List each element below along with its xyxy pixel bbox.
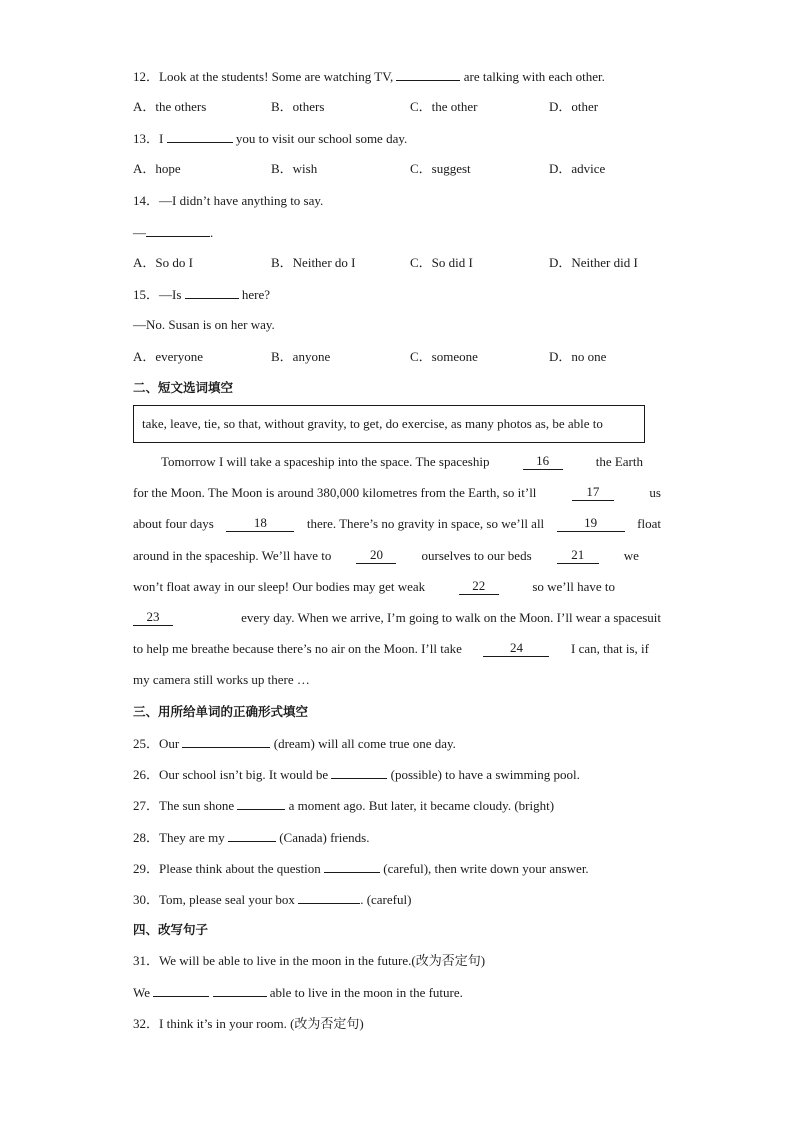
question-text: —I didn’t have anything to say. xyxy=(159,193,324,208)
answer-blank[interactable] xyxy=(185,286,239,299)
word-bank-box xyxy=(133,405,645,443)
answer-blank[interactable] xyxy=(213,984,267,997)
option-c[interactable]: C．the other xyxy=(410,99,478,114)
answer-blank[interactable] xyxy=(331,766,387,779)
option-d[interactable]: D．Neither did I xyxy=(549,255,638,270)
section-heading: 三、用所给单词的正确形式填空 xyxy=(133,704,309,719)
option-d[interactable]: D．other xyxy=(549,99,599,114)
passage-line: to help me breathe because there’s no air on the Moon. I’ll take 24 I can, that is, if xyxy=(133,640,649,656)
answer-blank[interactable] xyxy=(228,829,276,842)
question-25: 25．Our (dream) will all come true one day. xyxy=(133,736,456,751)
answer-blank-20[interactable]: 20 xyxy=(356,548,396,564)
option-a[interactable]: A．everyone xyxy=(133,349,204,364)
passage-line: Tomorrow I will take a spaceship into the space. The spaceship 16 the Earth xyxy=(161,453,643,469)
passage-line: my camera still works up there … xyxy=(133,672,310,687)
question-26: 26．Our school isn’t big. It would be (possible) to have a swimming pool. xyxy=(133,767,580,782)
option-b[interactable]: B．others xyxy=(271,99,325,114)
question-text: Look at the students! Some are watching TV, xyxy=(159,69,394,84)
option-a[interactable]: A．So do I xyxy=(133,255,193,270)
question-28: 28．They are my (Canada) friends. xyxy=(133,830,370,845)
question-text: —Is xyxy=(159,287,182,302)
option-b[interactable]: B．anyone xyxy=(271,349,331,364)
option-c[interactable]: C．suggest xyxy=(410,161,471,176)
passage-line: won’t float away in our sleep! Our bodies may get weak 22 so we’ll have to xyxy=(133,578,615,594)
answer-blank-22[interactable]: 22 xyxy=(459,579,499,595)
option-c[interactable]: C．someone xyxy=(410,349,478,364)
question-text: are talking with each other. xyxy=(463,69,605,84)
question-number: 14． xyxy=(133,193,160,208)
passage-line: around in the spaceship. We’ll have to 20 ourselves to our beds 21 we xyxy=(133,547,639,563)
question-31: 31．We will be able to live in the moon in the future.(改为否定句) xyxy=(133,953,486,968)
question-27: 27．The sun shone a moment ago. But later, it became cloudy. (bright) xyxy=(133,798,555,813)
option-d[interactable]: D．advice xyxy=(549,161,606,176)
question-15 xyxy=(133,286,270,303)
option-a[interactable]: A．the others xyxy=(133,99,207,114)
option-b[interactable]: B．wish xyxy=(271,161,318,176)
option-a[interactable]: A．hope xyxy=(133,161,181,176)
question-number: 12． xyxy=(133,69,160,84)
question-13 xyxy=(133,130,407,147)
answer-blank[interactable] xyxy=(298,891,360,904)
answer-blank[interactable] xyxy=(396,68,460,81)
word-bank-text: take, leave, tie, so that, without gravity, to get, do exercise, as many photos as, be able to xyxy=(142,416,603,431)
question-text: I xyxy=(159,131,164,146)
section-heading: 四、改写句子 xyxy=(133,922,209,937)
passage-line: for the Moon. The Moon is around 380,000 kilometres from the Earth, so it’ll 17 us xyxy=(133,484,661,500)
answer-blank[interactable] xyxy=(237,797,285,810)
answer-blank[interactable] xyxy=(146,224,210,237)
passage-line: 23 every day. When we arrive, I’m going to walk on the Moon. I’ll wear a spacesuit xyxy=(133,610,661,626)
answer-blank[interactable] xyxy=(153,984,209,997)
answer-blank-21[interactable]: 21 xyxy=(557,548,599,564)
answer-blank-23[interactable]: 23 xyxy=(133,610,173,626)
answer-blank-16[interactable]: 16 xyxy=(523,454,563,470)
answer-blank-18[interactable]: 18 xyxy=(226,516,294,532)
question-32: 32．I think it’s in your room. (改为否定句) xyxy=(133,1016,364,1031)
question-number: 15． xyxy=(133,287,160,302)
passage-line: about four days 18 there. There’s no gravity in space, so we’ll all 19 float xyxy=(133,515,661,531)
question-31-answer: We able to live in the moon in the future. xyxy=(133,985,463,1000)
option-b[interactable]: B．Neither do I xyxy=(271,255,356,270)
answer-blank-24[interactable]: 24 xyxy=(483,641,549,657)
question-text: you to visit our school some day. xyxy=(235,131,408,146)
option-c[interactable]: C．So did I xyxy=(410,255,473,270)
question-text: here? xyxy=(241,287,271,302)
answer-blank[interactable] xyxy=(182,735,270,748)
question-30: 30．Tom, please seal your box . (careful) xyxy=(133,892,412,907)
answer-blank[interactable] xyxy=(324,860,380,873)
answer-blank-17[interactable]: 17 xyxy=(572,485,614,501)
section-heading: 二、短文选词填空 xyxy=(133,380,234,395)
question-14-reply: — . xyxy=(133,225,214,240)
option-d[interactable]: D．no one xyxy=(549,349,607,364)
answer-blank[interactable] xyxy=(167,130,233,143)
question-14 xyxy=(133,193,323,209)
question-29: 29．Please think about the question (careful), then write down your answer. xyxy=(133,861,589,876)
question-15-reply: —No. Susan is on her way. xyxy=(133,317,275,332)
question-12 xyxy=(133,68,605,85)
question-number: 13． xyxy=(133,131,160,146)
answer-blank-19[interactable]: 19 xyxy=(557,516,625,532)
